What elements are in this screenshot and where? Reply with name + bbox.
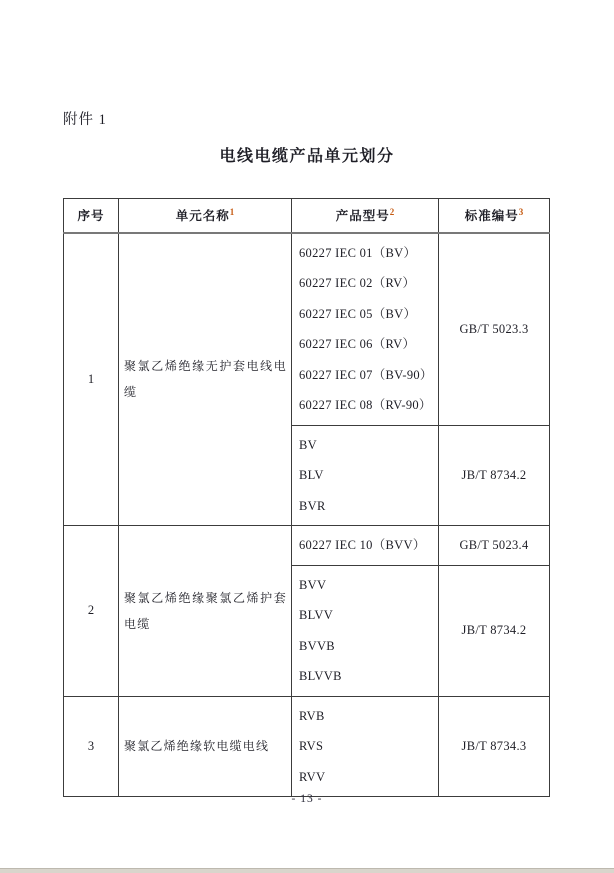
attachment-label: 附件 1 (63, 112, 107, 128)
product-model: RVS (299, 739, 324, 753)
row1-index: 1 (64, 233, 119, 526)
row1-group2-standard: JB/T 8734.2 (439, 425, 550, 526)
table-row (64, 696, 550, 797)
product-model: BLVVB (299, 669, 342, 683)
page-bottom-strip (0, 868, 614, 873)
product-model: BLV (299, 468, 324, 482)
row2-group2-standard: JB/T 8734.2 (439, 565, 550, 696)
product-model: 60227 IEC 07（BV-90） (299, 367, 433, 382)
header-standard-number-superscript: 3 (518, 207, 524, 218)
table-row (64, 526, 550, 566)
product-model: 60227 IEC 05（BV） (299, 306, 417, 321)
product-model: BVVB (299, 638, 335, 653)
row1-group1-models (292, 233, 439, 426)
product-model: BV (299, 437, 317, 452)
header-unit-name-superscript: 1 (229, 207, 235, 218)
page-number: - 13 - (291, 793, 323, 805)
row3-group1-standard: JB/T 8734.3 (439, 696, 550, 797)
product-model: RVB (299, 708, 325, 723)
header-product-model-label: 产品型号 (335, 209, 390, 224)
row1-unit-name: 聚氯乙烯绝缘无护套电线电缆 (119, 233, 292, 526)
row3-index: 3 (64, 696, 119, 797)
row1-group2-models (292, 425, 439, 526)
product-model: RVV (299, 769, 326, 784)
product-model: 60227 IEC 01（BV） (299, 245, 417, 260)
row3-unit-name: 聚氯乙烯绝缘软电缆电线 (119, 696, 292, 797)
header-standard-number (439, 199, 550, 233)
row2-index: 2 (64, 526, 119, 697)
product-unit-table (63, 198, 550, 797)
header-product-model (292, 199, 439, 233)
product-model: 60227 IEC 10（BVV） (299, 538, 426, 552)
header-index (64, 199, 119, 233)
header-unit-name (119, 199, 292, 233)
product-model: 60227 IEC 08（RV-90） (299, 398, 432, 412)
header-index-label: 序号 (77, 209, 105, 224)
product-model: BVR (299, 498, 326, 513)
row2-group1-standard: GB/T 5023.4 (439, 526, 550, 566)
product-model: 60227 IEC 06（RV） (299, 337, 416, 351)
row2-unit-name: 聚氯乙烯绝缘聚氯乙烯护套电缆 (119, 526, 292, 697)
page-title: 电线电缆产品单元划分 (219, 148, 395, 165)
table-header-row (64, 199, 550, 233)
header-product-model-superscript: 2 (389, 207, 395, 218)
row2-group2-models (292, 565, 439, 696)
header-unit-name-label: 单元名称 (175, 209, 230, 224)
row2-group1-models (292, 526, 439, 566)
header-standard-number-label: 标准编号 (464, 209, 519, 224)
product-model: BLVV (299, 608, 334, 622)
product-model: 60227 IEC 02（RV） (299, 276, 416, 290)
table-row (64, 233, 550, 426)
row1-group1-standard: GB/T 5023.3 (439, 233, 550, 426)
product-model: BVV (299, 577, 327, 592)
row3-group1-models (292, 696, 439, 797)
